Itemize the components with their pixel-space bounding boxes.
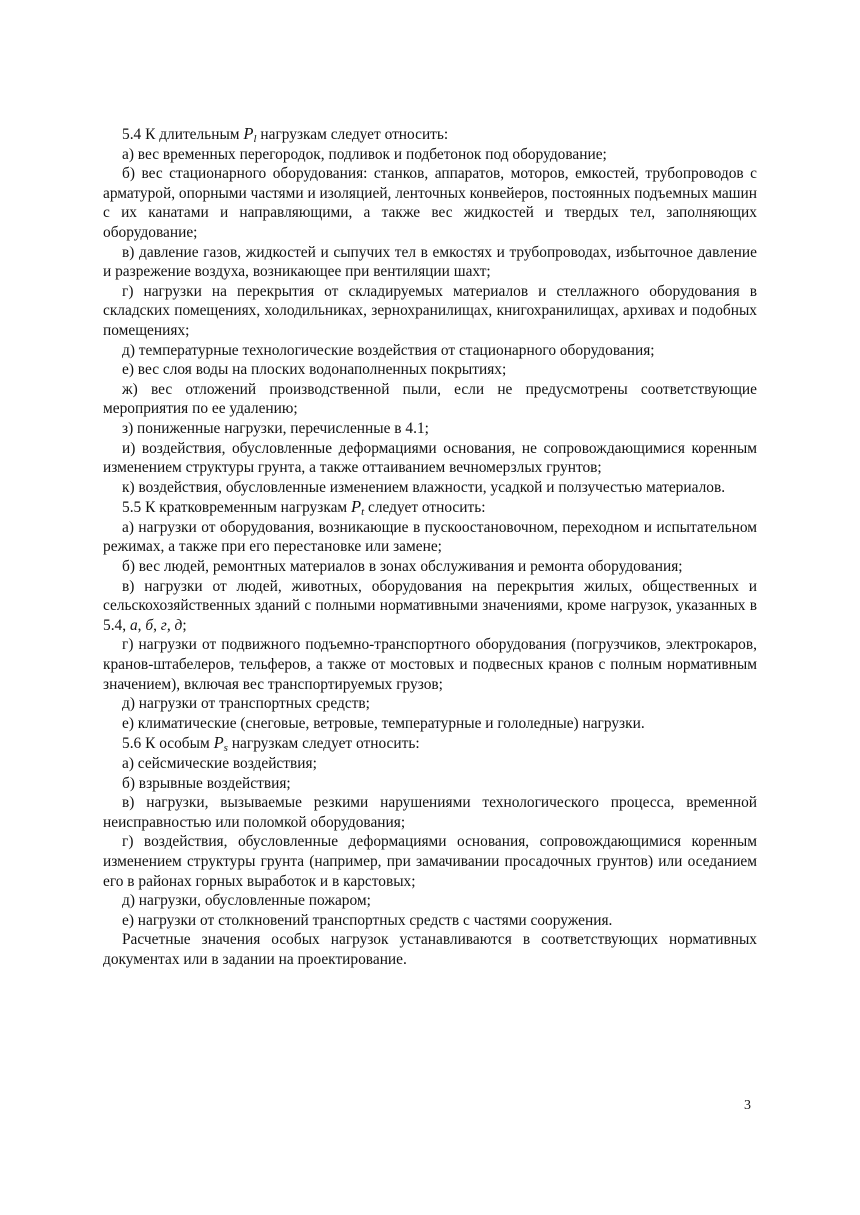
list-item: г) нагрузки от подвижного подъемно-транспортного оборудования (погрузчиков, электрокаров, кранов-штабелеров, тельферов, а также от мостовых и подвесных кранов с полным нормативным значением), включая вес транспортируемых грузов; [103,636,757,693]
list-item: д) нагрузки от транспортных средств; [122,695,370,713]
list-item: а) сейсмические воздействия; [122,755,317,772]
list-item: ж) вес отложений производственной пыли, если не предусмотрены соответствующие мероприятия по ее удалению; [103,380,757,418]
list-item: з) пониженные нагрузки, перечисленные в 4.1; [122,419,429,437]
list-item: в) давление газов, жидкостей и сыпучих тел в емкостях и трубопроводах, избыточное давление и разрежение воздуха, возникающее при вентиляции шахт; [103,243,757,281]
list-item: д) температурные технологические воздействия от стационарного оборудования; [122,341,655,359]
document-body [103,124,757,970]
section-5-5-heading: 5.5 К кратковременным нагрузкам $P_t$ следует относить: [122,497,486,519]
list-item: б) вес людей, ремонтных материалов в зонах обслуживания и ремонта оборудования; [122,558,683,576]
list-item: б) взрывные воздействия; [122,774,291,792]
list-item: в) нагрузки, вызываемые резкими нарушениями технологического процесса, временной неисправностью или поломкой оборудования; [103,794,757,831]
list-item: г) нагрузки на перекрытия от складируемых материалов и стеллажного оборудования в складских помещениях, холодильниках, зернохранилищах, книгохранилищах, архивах и подобных помещениях; [103,282,757,339]
list-item: б) вес стационарного оборудования: станков, аппаратов, моторов, емкостей, трубопроводов с арматурой, опорными частями и изоляцией, ленточных конвейеров, постоянных подъемных машин с их канатами и направляющими, а также вес жидкостей и твердых тел, заполняющих оборудование; [103,165,757,241]
var-p-l: $P_l$ [243,124,257,145]
list-item: а) вес временных перегородок, подливок и подбетонок под оборудование; [122,145,607,163]
list-item: а) нагрузки от оборудования, возникающие в пускоостановочном, переходном и испытательном режимах, а также при его перестановке или замене; [103,518,757,556]
var-p-t: $P_t$ [351,497,365,519]
list-item: в) нагрузки от людей, животных, оборудования на перекрытия жилых, общественных и сельскохозяйственных зданий с полными нормативными значениями, кроме нагрузок, указанных в 5.4, а, б, г, д; [103,577,757,634]
page-number: 3 [744,1098,751,1113]
list-item: к) воздействия, обусловленные изменением влажности, усадкой и ползучестью материалов. [122,478,726,496]
list-item: г) воздействия, обусловленные деформациями основания, сопровождающимися коренным изменением структуры грунта (например, при замачивании просадочных грунтов) или оседанием его в районах горных выработок и в карстовых; [103,833,757,890]
list-item: д) нагрузки, обусловленные пожаром; [122,892,371,910]
list-item: и) воздействия, обусловленные деформациями основания, не сопровождающимися коренным изменением структуры грунта, а также оттаиванием вечномерзлых грунтов; [103,439,757,477]
list-item: е) климатические (снеговые, ветровые, температурные и гололедные) нагрузки. [122,714,645,732]
list-item: е) нагрузки от столкновений транспортных средств с частями сооружения. [122,911,613,929]
section-5-6-heading: 5.6 К особым $P_s$ нагрузкам следует относить: [122,733,420,755]
list-item: е) вес слоя воды на плоских водонаполненных покрытиях; [122,361,507,379]
var-p-s: $P_s$ [213,733,228,755]
section-5-4-heading: 5.4 К длительным $P_l$ нагрузкам следует относить: [122,124,449,145]
closing-paragraph: Расчетные значения особых нагрузок устанавливаются в соответствующих нормативных документах или в задании на проектирование. [103,931,757,968]
